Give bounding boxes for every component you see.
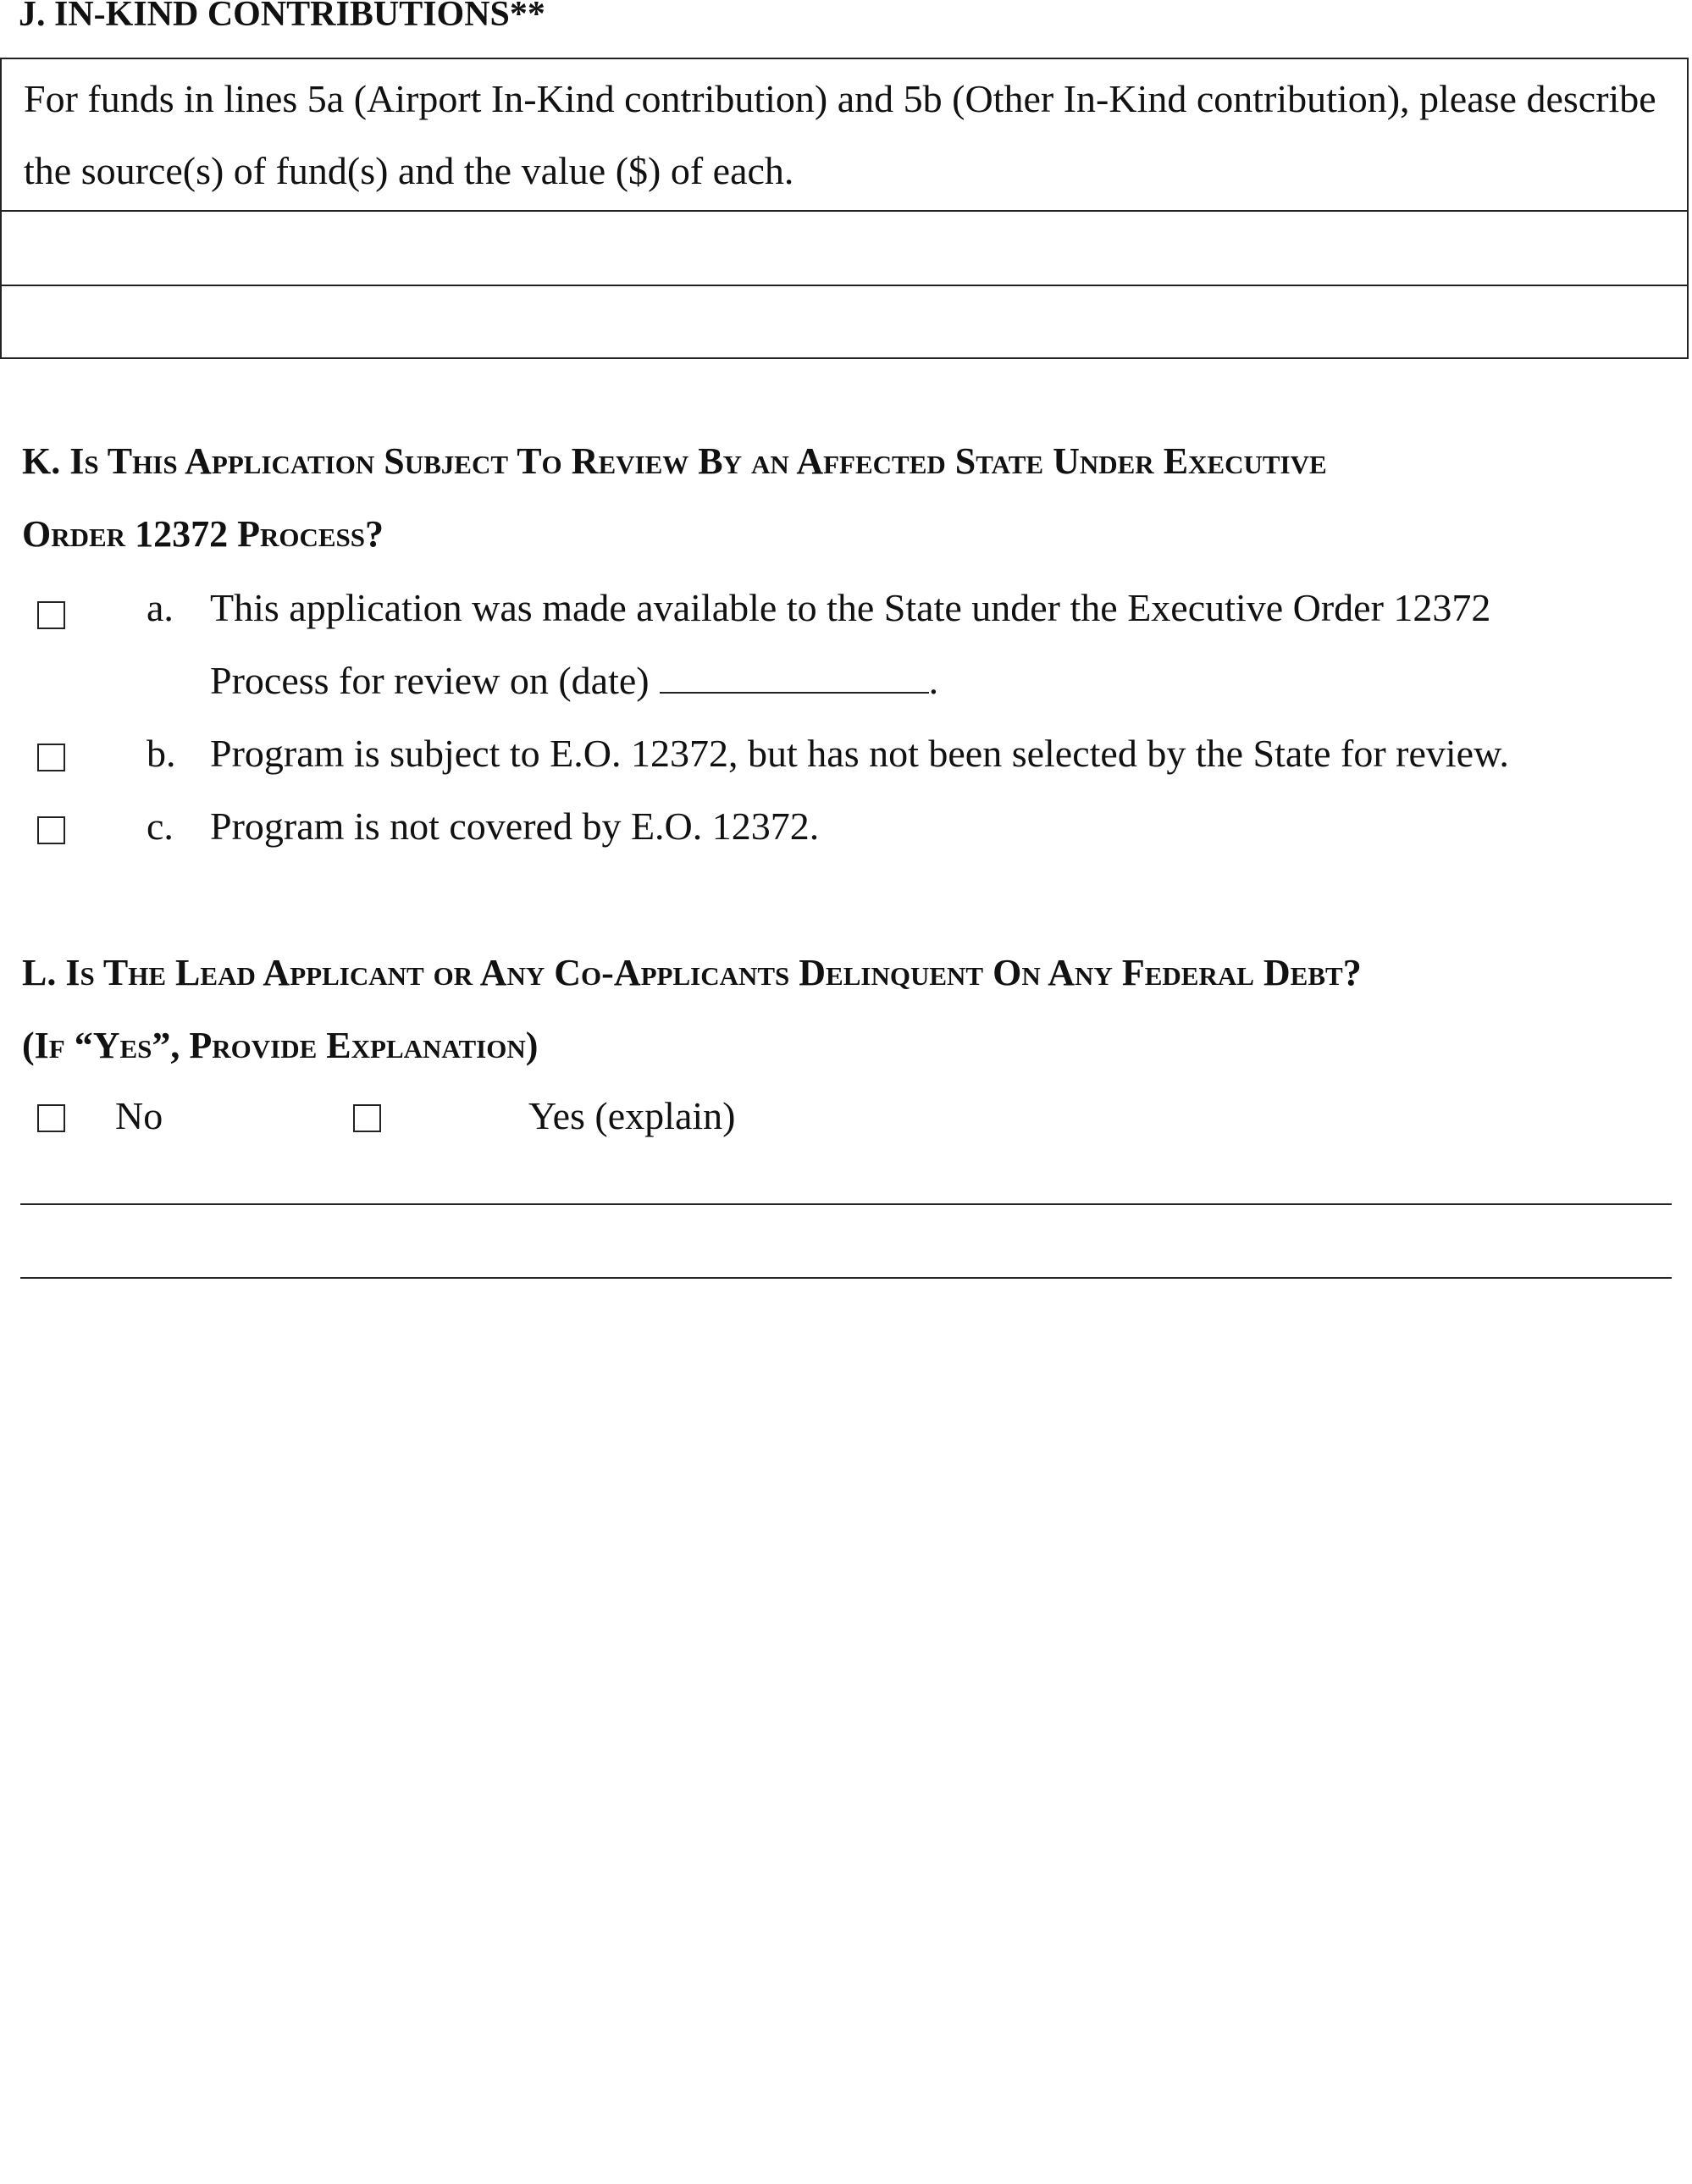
explanation-line-2[interactable] [20, 1277, 1672, 1279]
section-j-title: J. IN-KIND CONTRIBUTIONS** [19, 0, 545, 34]
item-a-period: . [928, 659, 939, 702]
checkbox-debt-no[interactable] [37, 1104, 65, 1132]
section-k-heading-cont: Order 12372 Process? [22, 513, 384, 555]
option-no-label: No [115, 1094, 163, 1137]
item-a-text-cont [210, 644, 938, 717]
option-yes-label: Yes (explain) [528, 1094, 736, 1137]
in-kind-entry-row-2[interactable] [2, 285, 1687, 359]
checkbox-k-c[interactable] [37, 816, 65, 844]
checkbox-k-a[interactable] [37, 601, 65, 629]
checkbox-k-b[interactable] [37, 744, 65, 771]
item-c-text: Program is not covered by E.O. 12372. [210, 804, 820, 848]
item-letter-a: a. [147, 586, 174, 629]
item-a-text: This application was made available to the State under the Executive Order 12372 [210, 586, 1491, 629]
item-letter-b: b. [147, 732, 176, 775]
item-b-text: Program is subject to E.O. 12372, but has not been selected by the State for review. [210, 732, 1509, 775]
explanation-line-1[interactable] [20, 1203, 1672, 1205]
in-kind-description: For funds in lines 5a (Airport In-Kind contribution) and 5b (Other In-Kind contribution), please describe the source(s) of fund(s) and the value ($) of each. [24, 77, 1656, 192]
review-date-field[interactable] [660, 658, 929, 694]
in-kind-entry-row-1[interactable] [2, 210, 1687, 285]
item-a-date-label: Process for review on (date) [210, 659, 650, 702]
section-l-heading: L. Is The Lead Applicant or Any Co-Applicants Delinquent On Any Federal Debt? [22, 952, 1362, 993]
checkbox-debt-yes[interactable] [353, 1104, 381, 1132]
in-kind-table [0, 58, 1689, 359]
section-l-heading-cont: (If “Yes”, Provide Explanation) [22, 1025, 539, 1066]
section-k-heading: K. Is This Application Subject To Review By an Affected State Under Executive [22, 440, 1327, 482]
item-letter-c: c. [147, 804, 174, 848]
